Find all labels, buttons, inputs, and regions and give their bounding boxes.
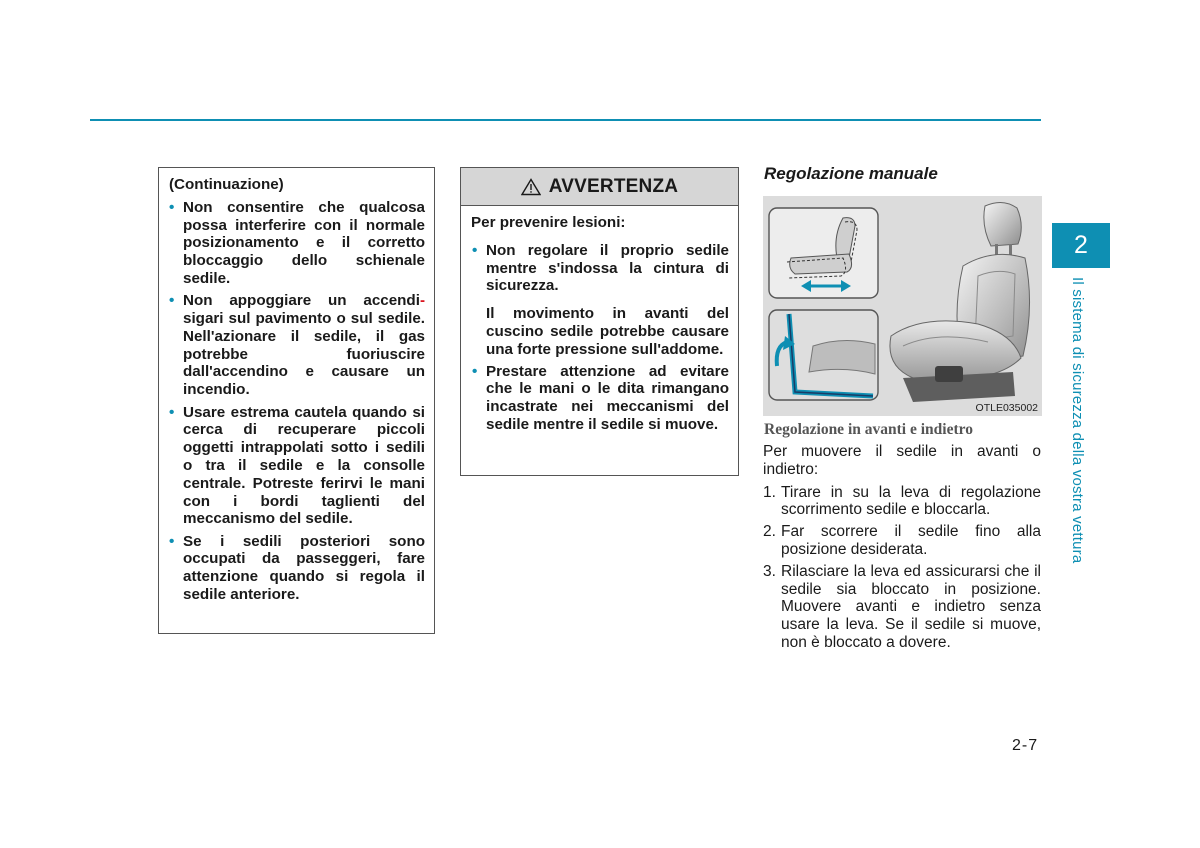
figure-code: OTLE035002 [975, 402, 1038, 414]
bullet-icon: • [169, 532, 175, 550]
continuation-title: (Continuazione) [169, 176, 284, 193]
list-item: • Non regolare il proprio sedile mentre s'indossa la cintura di sicurezza. Il movimento in avanti del cuscino sedile potrebbe causare una forte pressione sull'addome. [472, 241, 729, 358]
warning-triangle-icon [521, 178, 541, 196]
section-heading: Regolazione manuale [764, 164, 938, 183]
bullet-icon: • [472, 362, 478, 380]
warning-list [471, 242, 729, 434]
warning-intro: Per prevenire lesioni: [471, 214, 626, 231]
bullet-icon: • [169, 403, 175, 421]
list-item: 1. Tirare in su la leva di regolazione scorrimento sedile e bloccarla. [763, 483, 1041, 519]
warning-body [461, 206, 738, 434]
chapter-tab: 2 [1052, 223, 1110, 268]
bullet-icon: • [472, 241, 478, 259]
list-item: • Se i sedili posteriori sono occupati da passeggeri, fare attenzione quando si regola il sedile anteriore. [169, 532, 425, 604]
continuation-box [158, 167, 435, 634]
seat-drawing [763, 196, 1042, 416]
header-rule [90, 119, 1041, 121]
list-item: 3. Rilasciare la leva ed assicurarsi che il sedile sia bloccato in posizione. Muovere avanti e indietro senza usare la leva. Se il sedile si muove, non è bloccato a dovere. [763, 562, 1041, 651]
hyphen-mark: - [419, 292, 425, 310]
list-item: • Non appoggiare un accendi- sigari sul pavimento o sul sedile. Nell'azionare il sedile, il gas potrebbe fuoriuscire dall'accendino e causare un incendio. [169, 292, 425, 399]
chapter-title: Il sistema di sicurezza della vostra vettura [1069, 277, 1086, 564]
steps-list [763, 484, 1041, 652]
seat-illustration [763, 196, 1042, 416]
list-item: • Prestare attenzione ad evitare che le mani o le dita rimangano incastrate nei meccanismi del sedile mentre il sedile si muove. [472, 362, 729, 433]
warning-header [461, 168, 738, 206]
continuation-list [168, 199, 425, 604]
list-item: • Non consentire che qualcosa possa interferire con il normale posizionamento e il corretto bloccaggio dello schienale sedile. [169, 198, 425, 287]
page-number: 2-7 [1012, 737, 1039, 754]
instructions-intro: Per muovere il sedile in avanti o indietro: [763, 443, 1041, 478]
list-item: • Usare estrema cautela quando si cerca di recuperare piccoli oggetti intrappolati sotto i sedili o tra il sedile e la consolle centrale. Potreste ferirvi le mani con i bordi taglienti del meccanismo del sedile. [169, 403, 425, 528]
warning-title: AVVERTENZA [548, 175, 679, 197]
warning-box [460, 167, 739, 476]
list-item: 2. Far scorrere il sedile fino alla posizione desiderata. [763, 523, 1041, 558]
instructions [763, 443, 1041, 656]
subsection-heading: Regolazione in avanti e indietro [764, 421, 973, 438]
warning-subtext: Il movimento in avanti del cuscino sedile potrebbe causare una forte pressione sull'addome. [486, 305, 729, 358]
bullet-icon: • [169, 198, 175, 216]
bullet-icon: • [169, 292, 175, 310]
